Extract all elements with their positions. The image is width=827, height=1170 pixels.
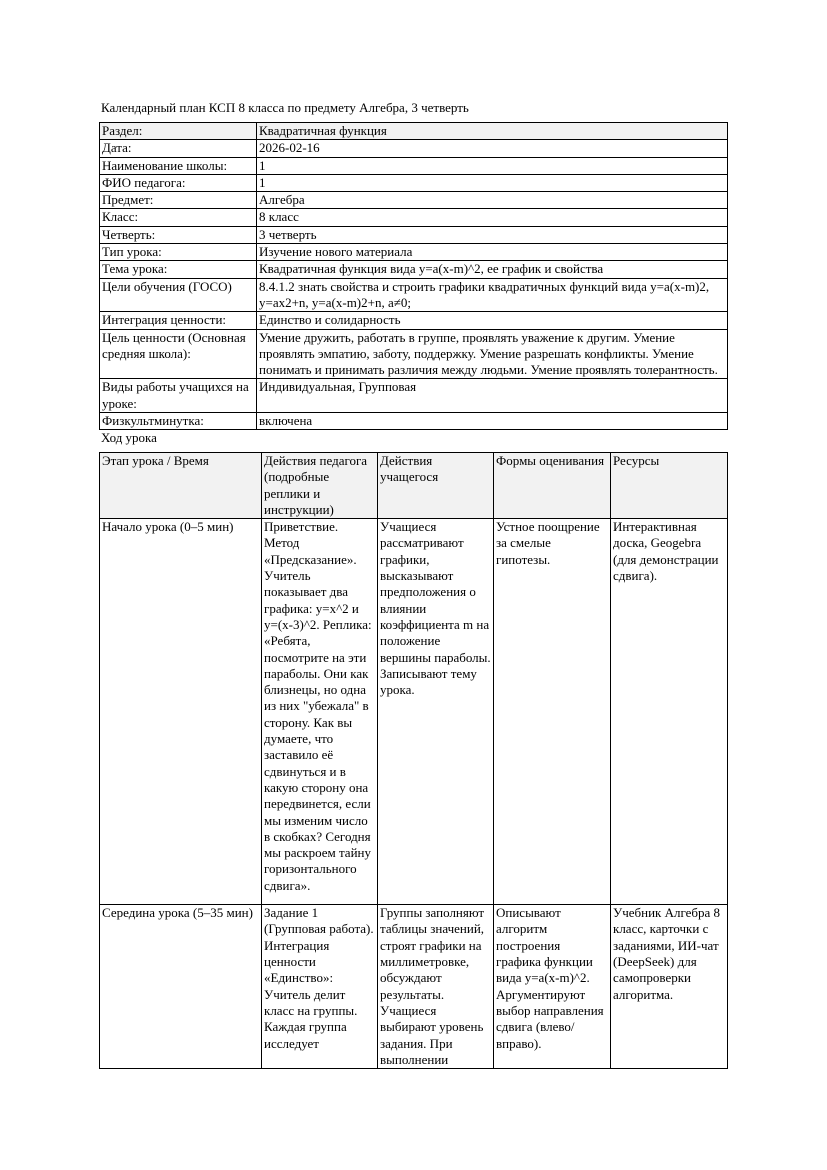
info-row bbox=[100, 192, 728, 209]
info-value: Квадратичная функция bbox=[257, 123, 728, 140]
page-title: Календарный план КСП 8 класса по предмету Алгебра, 3 четверть bbox=[101, 100, 469, 115]
info-value: 8.4.1.2 знать свойства и строить графики квадратичных функций вида y=a(x-m)2, y=ax2+n, y=a(x-m)2+n, a≠0; bbox=[257, 278, 728, 312]
info-row bbox=[100, 278, 728, 312]
info-row bbox=[100, 140, 728, 157]
info-key: Интеграция ценности: bbox=[100, 312, 257, 329]
info-key: Наименование школы: bbox=[100, 157, 257, 174]
info-row bbox=[100, 226, 728, 243]
info-value: Квадратичная функция вида y=a(x-m)^2, ее график и свойства bbox=[257, 261, 728, 278]
info-row bbox=[100, 209, 728, 226]
section-heading: Ход урока bbox=[101, 430, 157, 445]
stage-cell: Середина урока (5–35 мин) bbox=[100, 905, 262, 1069]
info-row bbox=[100, 244, 728, 261]
info-row bbox=[100, 413, 728, 430]
info-value: включена bbox=[257, 413, 728, 430]
info-value: 8 класс bbox=[257, 209, 728, 226]
info-row bbox=[100, 174, 728, 191]
info-key: Раздел: bbox=[100, 123, 257, 140]
info-row bbox=[100, 261, 728, 278]
info-value: 1 bbox=[257, 157, 728, 174]
info-key: Тип урока: bbox=[100, 244, 257, 261]
assessment-cell: Устное поощрение за смелые гипотезы. bbox=[494, 519, 611, 905]
stage-cell: Начало урока (0–5 мин) bbox=[100, 519, 262, 905]
table-row bbox=[100, 905, 728, 1069]
column-header-teacher: Действия педагога (подробные реплики и инструкции) bbox=[262, 453, 378, 519]
info-value: Умение дружить, работать в группе, проявлять уважение к другим. Умение проявлять эмпатию, заботу, поддержку. Умение разрешать конфликты. Умение понимать и принимать различия между людьми. Умение проявлять толерантность. bbox=[257, 329, 728, 379]
teacher-cell: Приветствие. Метод «Предсказание». Учитель показывает два графика: y=x^2 и y=(x-3)^2. Реплика: «Ребята, посмотрите на эти параболы. Они как близнецы, но одна из них "убежала" в сторону. Как вы думаете, что заставило её сдвинуться и в какую сторону она передвинется, если мы изменим число в скобках? Сегодня мы раскроем тайну горизонтального сдвига». bbox=[262, 519, 378, 905]
table-row bbox=[100, 519, 728, 905]
info-key: ФИО педагога: bbox=[100, 174, 257, 191]
info-row bbox=[100, 312, 728, 329]
info-value: Изучение нового материала bbox=[257, 244, 728, 261]
student-cell: Учащиеся рассматривают графики, высказывают предположения о влиянии коэффициента m на положение вершины параболы. Записывают тему урока. bbox=[378, 519, 494, 905]
lesson-plan-table bbox=[99, 452, 728, 1069]
assessment-cell: Описывают алгоритм построения графика функции вида y=a(x-m)^2. Аргументируют выбор направления сдвига (влево/вправо). bbox=[494, 905, 611, 1069]
info-key: Тема урока: bbox=[100, 261, 257, 278]
info-key: Предмет: bbox=[100, 192, 257, 209]
teacher-cell: Задание 1 (Групповая работа). Интеграция ценности «Единство»: Учитель делит класс на группы. Каждая группа исследует bbox=[262, 905, 378, 1069]
table-header-row bbox=[100, 453, 728, 519]
info-key: Дата: bbox=[100, 140, 257, 157]
column-header-student: Действия учащегося bbox=[378, 453, 494, 519]
resources-cell: Интерактивная доска, Geogebra (для демонстрации сдвига). bbox=[611, 519, 728, 905]
info-key: Класс: bbox=[100, 209, 257, 226]
info-row bbox=[100, 329, 728, 379]
info-row bbox=[100, 379, 728, 413]
info-key: Цель ценности (Основная средняя школа): bbox=[100, 329, 257, 379]
column-header-assessment: Формы оценивания bbox=[494, 453, 611, 519]
info-value: 3 четверть bbox=[257, 226, 728, 243]
info-key: Цели обучения (ГОСО) bbox=[100, 278, 257, 312]
info-value: 2026-02-16 bbox=[257, 140, 728, 157]
info-value: Единство и солидарность bbox=[257, 312, 728, 329]
info-key: Физкультминутка: bbox=[100, 413, 257, 430]
student-cell: Группы заполняют таблицы значений, строят графики на миллиметровке, обсуждают результаты. Учащиеся выбирают уровень задания. При выполнении bbox=[378, 905, 494, 1069]
lesson-info-table bbox=[99, 122, 728, 430]
info-key: Виды работы учащихся на уроке: bbox=[100, 379, 257, 413]
column-header-stage: Этап урока / Время bbox=[100, 453, 262, 519]
info-key: Четверть: bbox=[100, 226, 257, 243]
info-value: 1 bbox=[257, 174, 728, 191]
info-row bbox=[100, 157, 728, 174]
info-value: Алгебра bbox=[257, 192, 728, 209]
info-row bbox=[100, 123, 728, 140]
column-header-resources: Ресурсы bbox=[611, 453, 728, 519]
resources-cell: Учебник Алгебра 8 класс, карточки с заданиями, ИИ-чат (DeepSeek) для самопроверки алгоритма. bbox=[611, 905, 728, 1069]
info-value: Индивидуальная, Групповая bbox=[257, 379, 728, 413]
